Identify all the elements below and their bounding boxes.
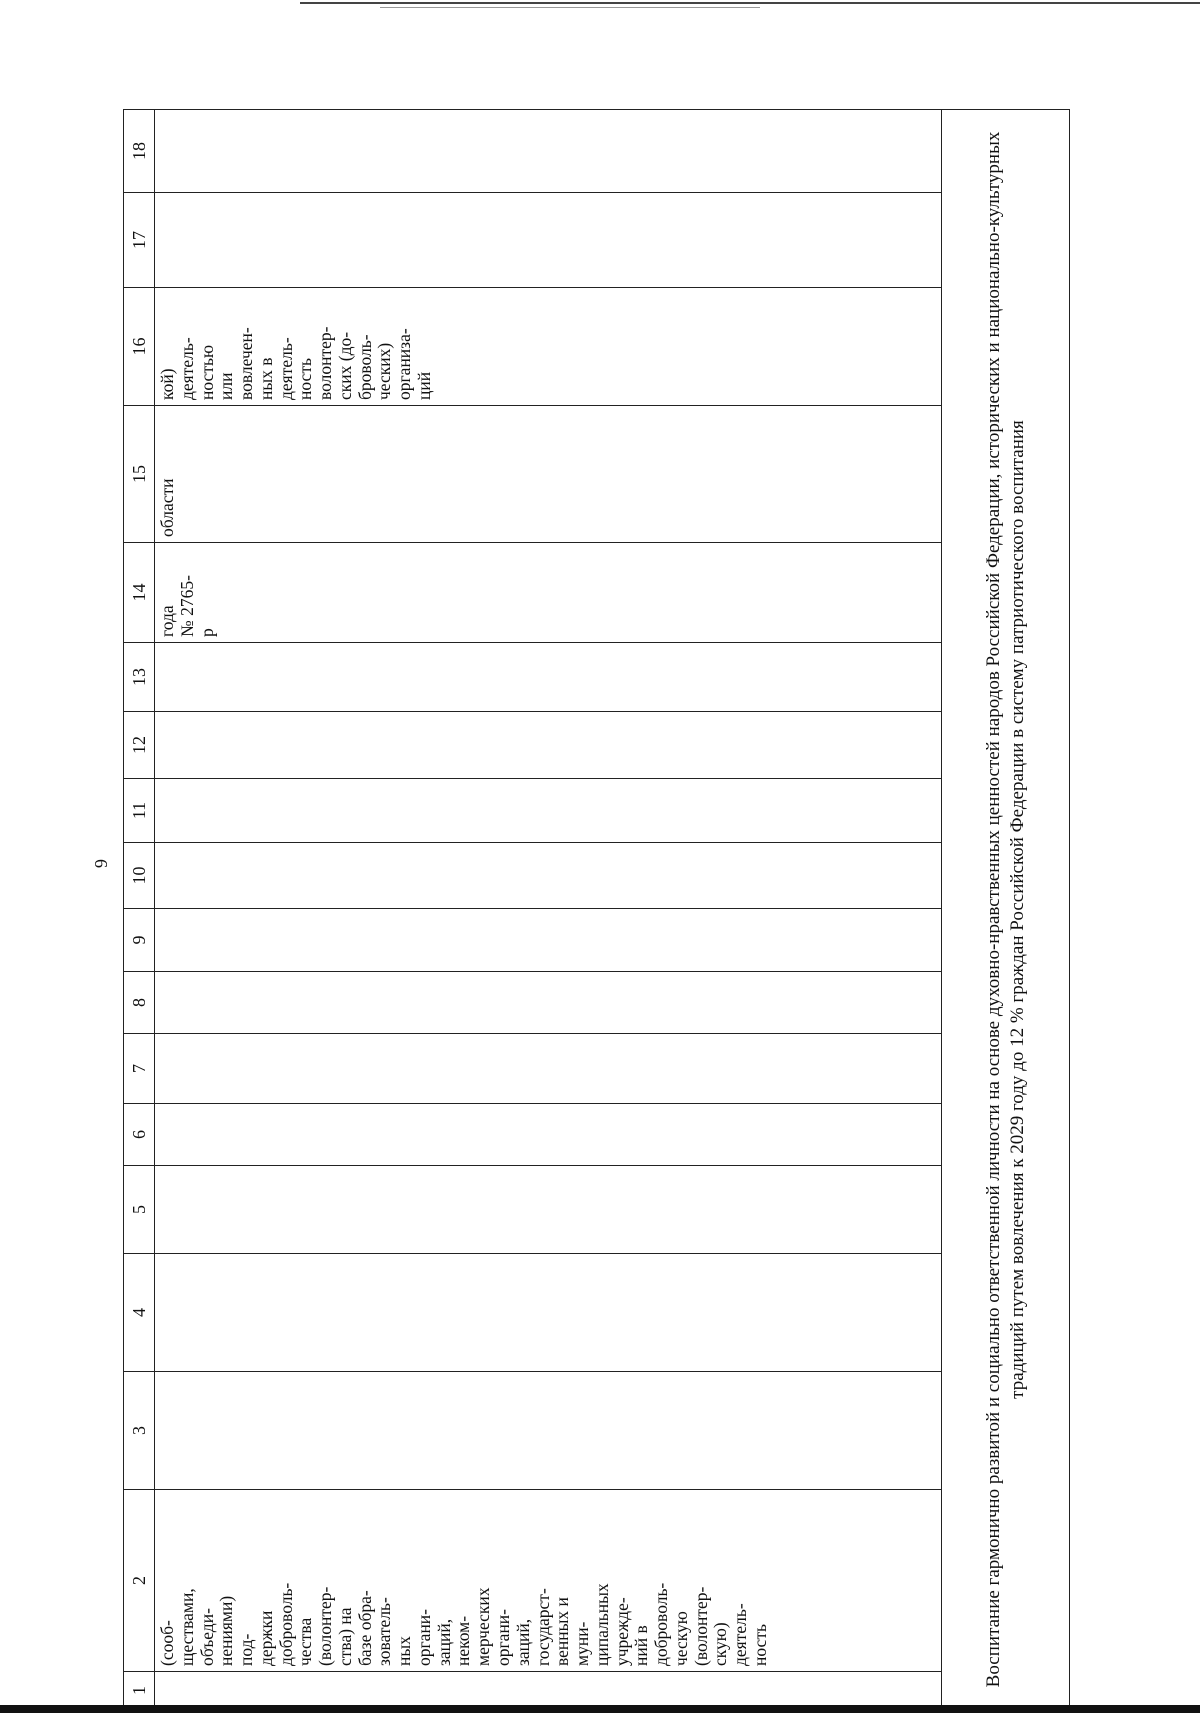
- col-header-12: 12: [124, 712, 155, 779]
- col-header-14: 14: [124, 543, 155, 643]
- col-header-3: 3: [124, 1372, 155, 1490]
- section-goal-text: Воспитание гармонично развитой и социально ответственной личности на основе духовно-нравственных ценностей народов Российской Федерации, исторических и национально-культурных традиций путем вовлечения к 2029 году до 12 % граждан Российской Федерации в систему патриотического воспитания: [942, 110, 1070, 1710]
- header-row: [124, 110, 155, 1710]
- scan-artifact-top-thin: [380, 7, 760, 8]
- cell-col-8: [155, 972, 942, 1034]
- col-header-11: 11: [124, 779, 155, 843]
- cell-col-14: года № 2765- р: [155, 543, 942, 643]
- cell-col-15: области: [155, 406, 942, 543]
- section-footer-row: [942, 110, 1070, 1710]
- scan-artifact-top: [300, 2, 1200, 4]
- col-header-17: 17: [124, 193, 155, 288]
- col-header-1: 1: [124, 1672, 155, 1710]
- cell-col-11: [155, 779, 942, 843]
- cell-col-16: кой) деятель- ностью или вовлечен- ных в деятель- ность волонтер- ских (до- броволь- ческих) организа- ций: [155, 288, 942, 406]
- col-header-7: 7: [124, 1034, 155, 1104]
- col-header-13: 13: [124, 643, 155, 712]
- cell-col-3: [155, 1372, 942, 1490]
- col-header-5: 5: [124, 1166, 155, 1254]
- cell-col-1: [155, 1672, 942, 1710]
- cell-col-6: [155, 1104, 942, 1166]
- col-header-10: 10: [124, 843, 155, 909]
- cell-col-4: [155, 1254, 942, 1372]
- col-header-6: 6: [124, 1104, 155, 1166]
- cell-col-12: [155, 712, 942, 779]
- col-header-9: 9: [124, 909, 155, 972]
- scan-artifact-bottom: [0, 1705, 1200, 1713]
- cell-col-13: [155, 643, 942, 712]
- col-header-16: 16: [124, 288, 155, 406]
- cell-col-17: [155, 193, 942, 288]
- cell-col-9: [155, 909, 942, 972]
- col-header-18: 18: [124, 110, 155, 193]
- col-header-15: 15: [124, 406, 155, 543]
- cell-col-7: [155, 1034, 942, 1104]
- col-header-4: 4: [124, 1254, 155, 1372]
- program-table: [123, 109, 1070, 1710]
- cell-col-18: [155, 110, 942, 193]
- cell-col-10: [155, 843, 942, 909]
- cell-col-2: (сооб- ществами, объеди- нениями) под- держки доброволь- чества (волонтер- ства) на базе обра- зователь- ных органи- заций, неком- мерческих органи- заций, государст- венных и муни- ципальных учрежде- ний в доброволь- ческую (волонтер- скую) деятель- ность: [155, 1490, 942, 1672]
- cell-col-5: [155, 1166, 942, 1254]
- col-header-8: 8: [124, 972, 155, 1034]
- rotated-table-container: [123, 50, 1073, 1710]
- col-header-2: 2: [124, 1490, 155, 1672]
- table-row: [155, 110, 942, 1710]
- page-number: 6: [91, 859, 111, 868]
